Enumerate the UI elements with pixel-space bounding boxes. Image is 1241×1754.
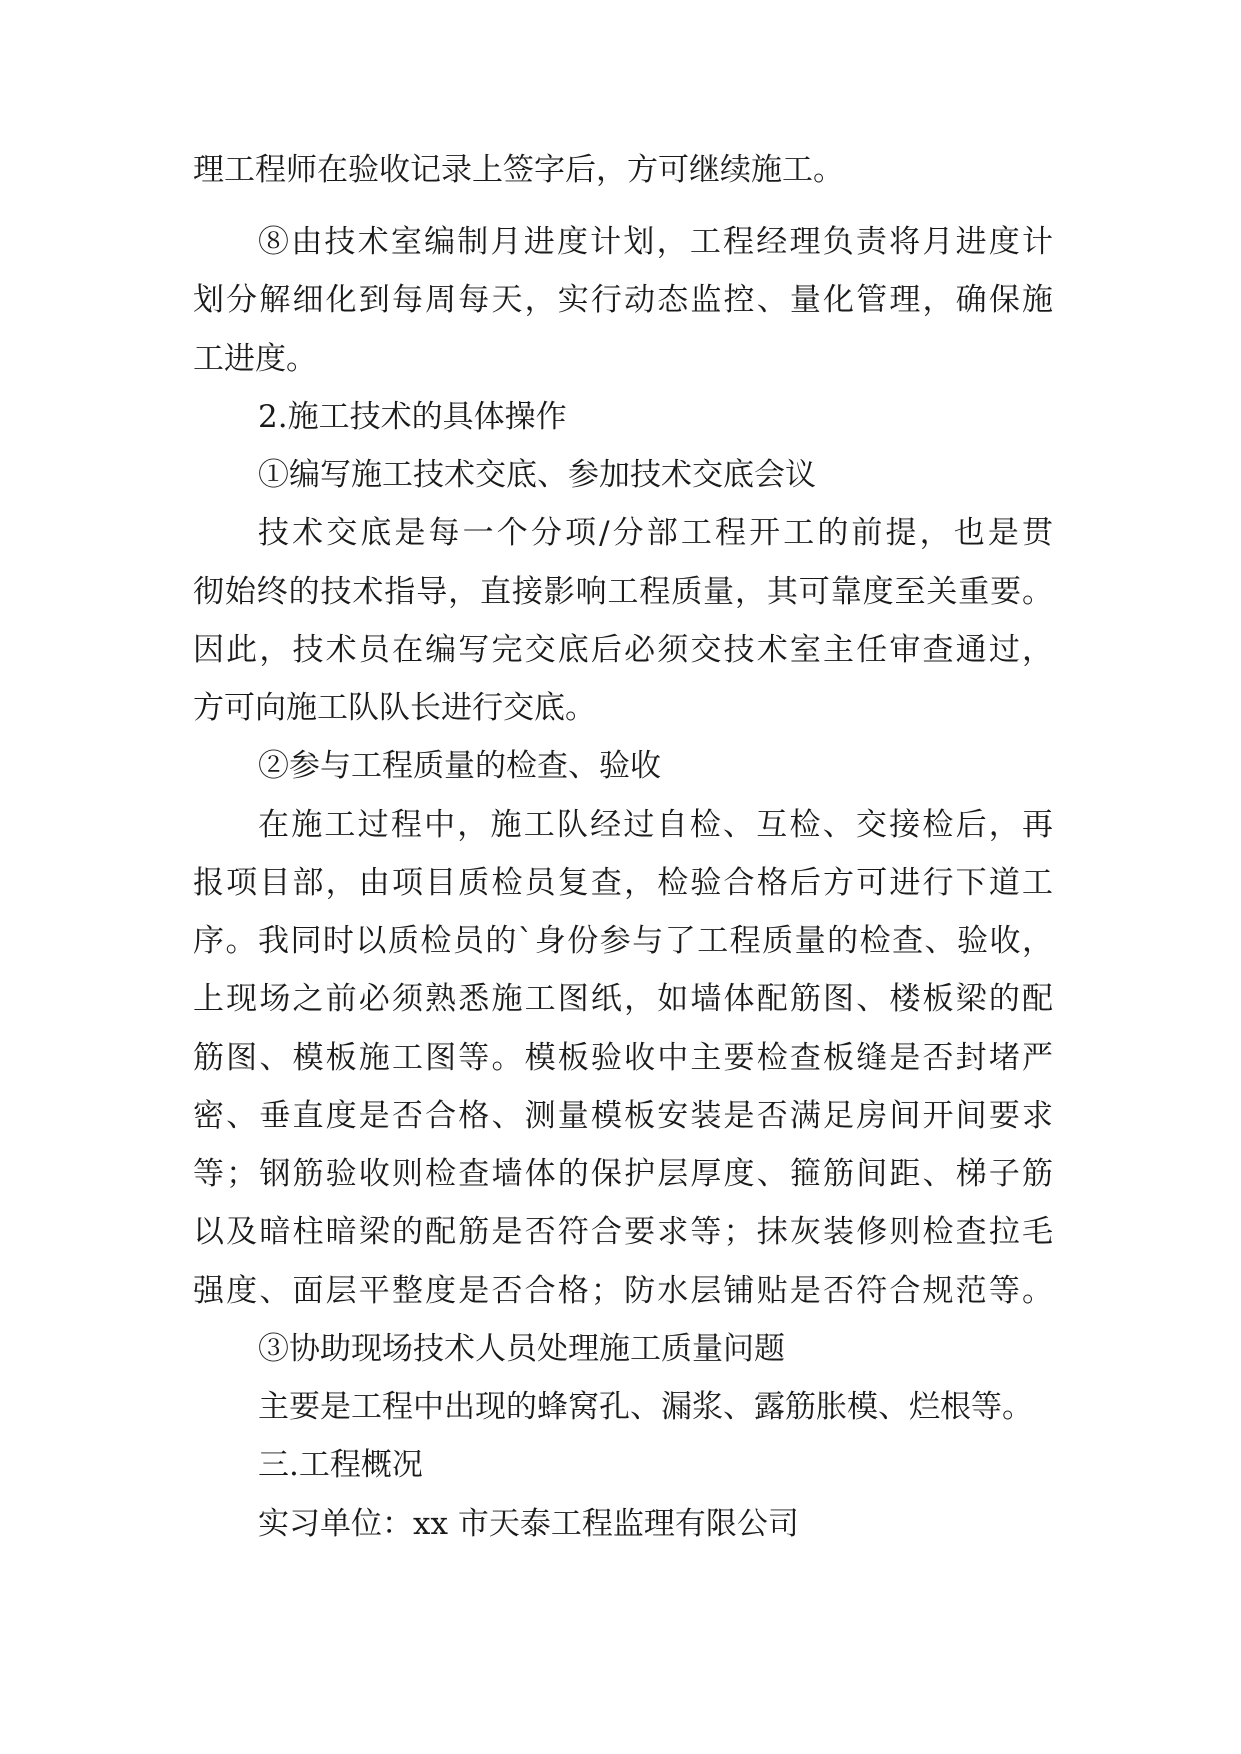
- text-line: 方可向施工队队长进行交底。: [193, 690, 596, 726]
- text-line: 在施工过程中，施工队经过自检、互检、交接检后，再: [258, 807, 1053, 843]
- text-line: 主要是工程中出现的蜂窝孔、漏浆、露筋胀模、烂根等。: [258, 1389, 1033, 1425]
- text-line: 技术交底是每一个分项/分部工程开工的前提，也是贯: [258, 515, 1053, 551]
- section-heading: 2.施工技术的具体操作: [258, 399, 567, 435]
- text-line: 上现场之前必须熟悉施工图纸，如墙体配筋图、楼板梁的配: [193, 981, 1053, 1017]
- text-line: 等；钢筋验收则检查墙体的保护层厚度、箍筋间距、梯子筋: [193, 1156, 1053, 1192]
- subsection-heading: ②参与工程质量的检查、验收: [258, 748, 661, 784]
- text-line: ⑧由技术室编制月进度计划，工程经理负责将月进度计: [258, 224, 1053, 260]
- text-line: 密、垂直度是否合格、测量模板安装是否满足房间开间要求: [193, 1098, 1053, 1134]
- text-line: 报项目部，由项目质检员复查，检验合格后方可进行下道工: [193, 865, 1053, 901]
- text-line: 以及暗柱暗梁的配筋是否符合要求等；抹灰装修则检查拉毛: [193, 1214, 1053, 1250]
- text-line: 筋图、模板施工图等。模板验收中主要检查板缝是否封堵严: [193, 1040, 1053, 1076]
- text-line: 彻始终的技术指导，直接影响工程质量，其可靠度至关重要。: [193, 574, 1053, 610]
- text-line: 实习单位：xx 市天泰工程监理有限公司: [258, 1506, 799, 1542]
- text-line: 因此，技术员在编写完交底后必须交技术室主任审查通过，: [193, 632, 1053, 668]
- subsection-heading: ①编写施工技术交底、参加技术交底会议: [258, 457, 816, 493]
- text-line: 划分解细化到每周每天，实行动态监控、量化管理，确保施: [193, 282, 1053, 318]
- subsection-heading: ③协助现场技术人员处理施工质量问题: [258, 1331, 785, 1367]
- section-heading: 三.工程概况: [258, 1447, 423, 1483]
- text-line: 工进度。: [193, 341, 317, 377]
- text-line: 强度、面层平整度是否合格；防水层铺贴是否符合规范等。: [193, 1273, 1053, 1309]
- text-line: 序。我同时以质检员的`身份参与了工程质量的检查、验收，: [193, 923, 1053, 959]
- text-line: 理工程师在验收记录上签字后，方可继续施工。: [193, 152, 844, 188]
